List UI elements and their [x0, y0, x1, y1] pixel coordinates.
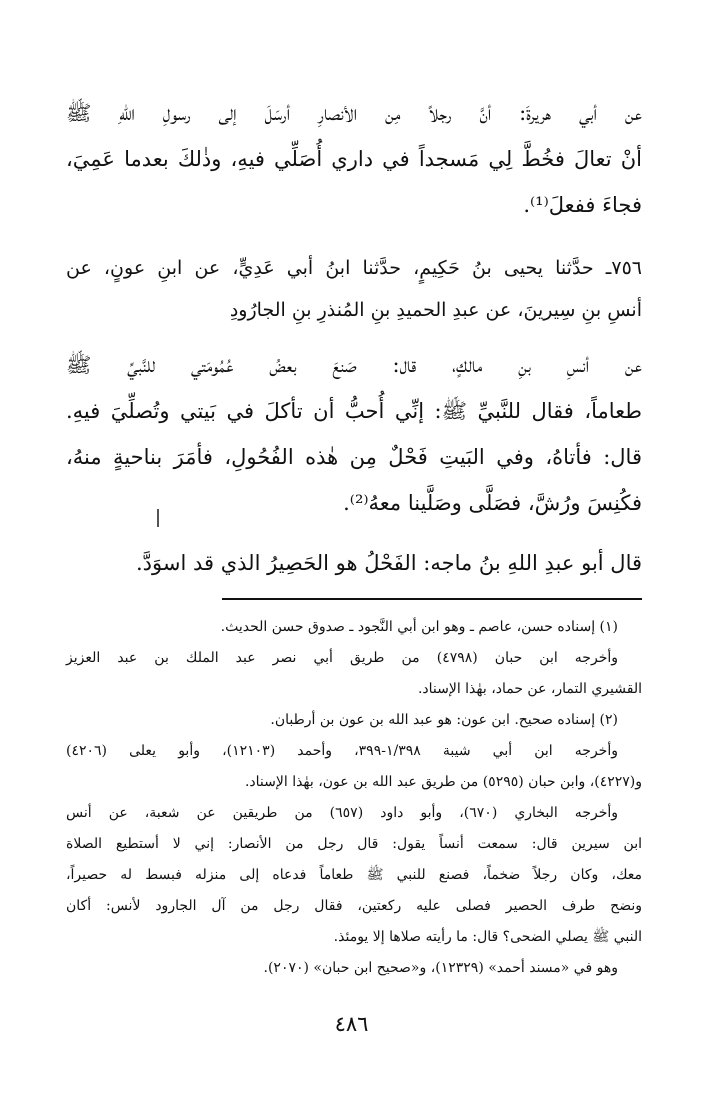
ibn-majah-note [66, 540, 642, 586]
footnote-line: وأخرجه ابن أبي شيبة ١/٣٩٨-٣٩٩، وأحمد (١٢١٠٣)، وأبو يعلى (٤٢٠٦) [66, 743, 618, 759]
footnote-line: و(٤٢٢٧)، وابن حبان (٥٢٩٥) من طريق عبد الله بن عون، بهٰذا الإسناد. [244, 774, 642, 790]
footnote-separator [222, 598, 642, 600]
footnote-line: ابن سيرين قال: سمعت أنساً يقول: قال رجل من الأنصار: إني لا أستطيع الصلاة [66, 836, 642, 852]
footnote-1-takhrij-cont [66, 674, 642, 705]
footnote-line: (٢) إسناده صحيح. ابن عون: هو عبد الله بن عون بن أرطبان. [270, 712, 618, 728]
text-line: عن أنسِ بنِ مالكٍ، قال: صَنعَ بعضُ عُمُومَتي للنَّبيِّ ﷺ [66, 353, 642, 377]
footnote-2-references [66, 953, 642, 984]
footnote-line: (١) إسناده حسن، عاصم ـ وهو ابن أبي النَّجود ـ صدوق حسن الحديث. [220, 619, 618, 635]
text-line: فكُنِسَ ورُشَّ، فصَلَّى وصَلَّينا معهُ⁽²⁾. [343, 491, 642, 515]
text-line: قال أبو عبدِ اللهِ بنُ ماجه: الفَحْلُ هو الحَصِيرُ الذي قد اسوَدَّ. [136, 551, 642, 575]
text-line: ٧٥٦ـ حدَّثنا يحيى بنُ حَكِيمٍ، حدَّثنا ابنُ أبي عَدِيٍّ، عن ابنِ عونٍ، عن [66, 257, 642, 279]
text-line: أنسِ بنِ سِيرينَ، عن عبدِ الحميدِ بنِ المُنذرِ بنِ الجارُودِ [229, 299, 642, 321]
footnote-line: ونضح طرف الحصير فصلى عليه ركعتين، فقال رجل من آل الجارود لأنس: أكان [66, 898, 642, 914]
text-line: طعاماً، فقال للنَّبيِّ ﷺ: إنِّي أُحبُّ أن تأكلَ في بَيتي وتُصلِّيَ فيهِ. [66, 399, 642, 423]
footnote-2 [66, 705, 642, 736]
footnotes [66, 612, 642, 984]
hadith-isnad-756 [66, 247, 642, 331]
footnote-line: وأخرجه ابن حبان (٤٧٩٨) من طريق أبي نصر عبد الملك بن عبد العزيز [66, 650, 618, 666]
footnote-line: معك، وكان رجلاً ضخماً، فصنع للنبي ﷺ طعاماً فدعاه إلى منزله فبسط له حصيراً، [66, 867, 642, 883]
text-line: أنْ تعالَ فخُطَّ لِي مَسجداً في داري أُصَلِّي فيهِ، وذٰلكَ بعدما عَمِيَ، [66, 147, 642, 171]
hadith-text-756 [66, 342, 642, 526]
footnote-line: وأخرجه البخاري (٦٧٠)، وأبو داود (٦٥٧) من طريقين عن شعبة، عن أنس [66, 805, 618, 821]
footnote-1-takhrij [66, 643, 642, 674]
footnote-2-takhrij [66, 736, 642, 767]
footnote-2-takhrij-cont [66, 767, 642, 798]
stray-ink-mark [157, 509, 159, 527]
footnote-line: النبي ﷺ يصلي الضحى؟ قال: ما رأيته صلاها إلا يومئذ. [333, 929, 642, 945]
hadith-text-1 [66, 90, 642, 228]
footnote-2-bukhari [66, 798, 642, 829]
text-line: فجاءَ ففعلَ⁽¹⁾. [523, 193, 642, 217]
text-line: عن أبي هريرةَ: أنَّ رجلاً مِن الأنصارِ أرسَلَ إلى رسولِ اللهِ ﷺ [66, 101, 642, 125]
page-number: ٤٨٦ [334, 1012, 369, 1036]
footnote-line: وهو في «مسند أحمد» (١٢٣٢٩)، و«صحيح ابن حبان» (٢٠٧٠). [263, 960, 618, 976]
footnote-2-bukhari-cont [66, 829, 642, 953]
footnote-line: القشيري التمار، عن حماد، بهٰذا الإسناد. [417, 681, 642, 697]
footnote-1 [66, 612, 642, 643]
text-line: قال: فأتاهُ، وفي البَيتِ فَحْلٌ مِن هٰذه الفُحُولِ، فأمَرَ بناحيةٍ منهُ، [66, 445, 642, 469]
